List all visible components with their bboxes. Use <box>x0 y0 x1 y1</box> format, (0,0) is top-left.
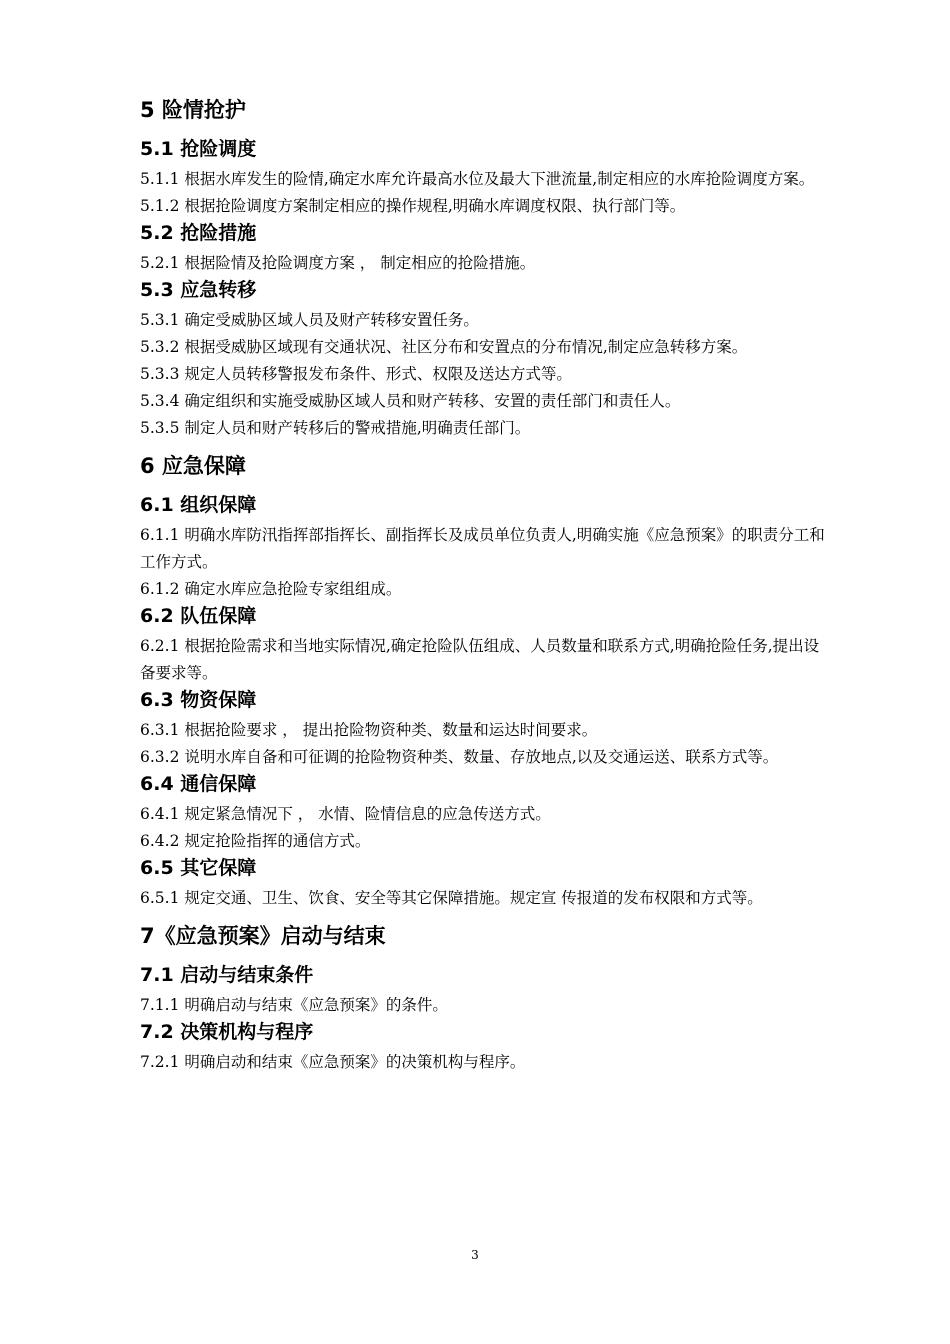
paragraph-5-1-2: 5.1.2 根据抢险调度方案制定相应的操作规程,明确水库调度权限、执行部门等。 <box>140 197 686 215</box>
paragraph-5-3-2: 5.3.2 根据受威胁区域现有交通状况、社区分布和安置点的分布情况,制定应急转移方案。 <box>140 338 748 356</box>
page-number: 3 <box>471 1248 479 1262</box>
paragraph-6-5-1: 6.5.1 规定交通、卫生、饮食、安全等其它保障措施。规定宣 传报道的发布权限和方式等。 <box>140 889 763 907</box>
subsection-heading-7-2: 7.2 决策机构与程序 <box>140 1021 314 1043</box>
paragraph-5-3-3: 5.3.3 规定人员转移警报发布条件、形式、权限及送达方式等。 <box>140 365 572 383</box>
subsection-heading-6-2: 6.2 队伍保障 <box>140 605 257 627</box>
subsection-heading-6-4: 6.4 通信保障 <box>140 773 257 795</box>
paragraph-7-1-1: 7.1.1 明确启动与结束《应急预案》的条件。 <box>140 996 448 1014</box>
paragraph-5-3-1: 5.3.1 确定受威胁区域人员及财产转移安置任务。 <box>140 311 479 329</box>
paragraph-6-3-2: 6.3.2 说明水库自备和可征调的抢险物资种类、数量、存放地点,以及交通运送、联系方式等。 <box>140 748 779 766</box>
subsection-heading-6-5: 6.5 其它保障 <box>140 857 257 879</box>
paragraph-5-1-1: 5.1.1 根据水库发生的险情,确定水库允许最高水位及最大下泄流量,制定相应的水库抢险调度方案。 <box>140 170 815 188</box>
paragraph-5-3-4: 5.3.4 确定组织和实施受威胁区域人员和财产转移、安置的责任部门和责任人。 <box>140 392 681 410</box>
paragraph-5-2-1: 5.2.1 根据险情及抢险调度方案 ， 制定相应的抢险措施。 <box>140 254 536 272</box>
section-heading-7: 7《应急预案》启动与结束 <box>140 924 386 948</box>
paragraph-6-4-1: 6.4.1 规定紧急情况下 ， 水情、险情信息的应急传送方式。 <box>140 805 551 823</box>
paragraph-6-3-1: 6.3.1 根据抢险要求 ， 提出抢险物资种类、数量和运达时间要求。 <box>140 721 598 739</box>
section-heading-5: 5 险情抢护 <box>140 98 246 122</box>
subsection-heading-5-1: 5.1 抢险调度 <box>140 138 257 160</box>
subsection-heading-5-2: 5.2 抢险措施 <box>140 222 257 244</box>
paragraph-6-1-1: 6.1.1 明确水库防汛指挥部指挥长、副指挥长及成员单位负责人,明确实施《应急预案》的职责分工和工作方式。 <box>140 526 825 571</box>
paragraph-5-3-5: 5.3.5 制定人员和财产转移后的警戒措施,明确责任部门。 <box>140 419 531 437</box>
document-body <box>140 96 830 1076</box>
paragraph-6-4-2: 6.4.2 规定抢险指挥的通信方式。 <box>140 832 371 850</box>
subsection-heading-6-3: 6.3 物资保障 <box>140 689 257 711</box>
subsection-heading-5-3: 5.3 应急转移 <box>140 279 257 301</box>
section-heading-6: 6 应急保障 <box>140 454 246 478</box>
subsection-heading-6-1: 6.1 组织保障 <box>140 494 257 516</box>
subsection-heading-7-1: 7.1 启动与结束条件 <box>140 964 314 986</box>
paragraph-6-1-2: 6.1.2 确定水库应急抢险专家组组成。 <box>140 580 402 598</box>
paragraph-7-2-1: 7.2.1 明确启动和结束《应急预案》的决策机构与程序。 <box>140 1053 526 1071</box>
paragraph-6-2-1: 6.2.1 根据抢险需求和当地实际情况,确定抢险队伍组成、人员数量和联系方式,明确抢险任务,提出设备要求等。 <box>140 637 820 682</box>
